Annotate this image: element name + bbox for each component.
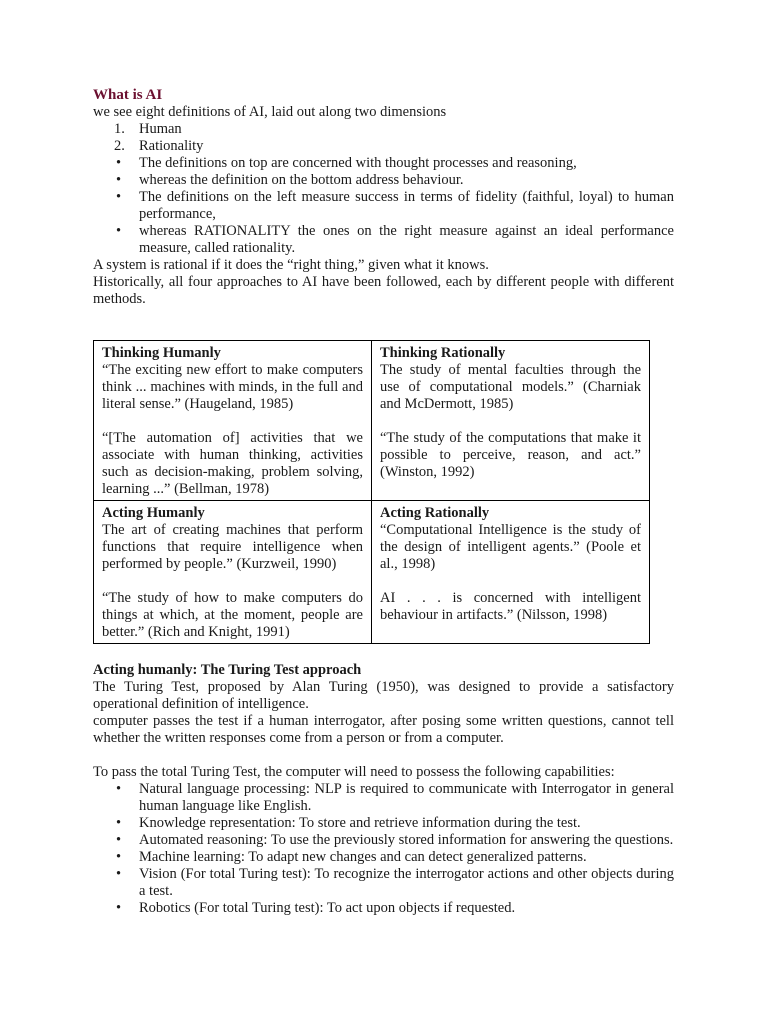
cell-quote: “The study of how to make computers do things at which, at the moment, people are better.” (Rich and Knight, 1991) bbox=[102, 590, 363, 640]
cell-quote: The art of creating machines that perform functions that require intelligence when performed by people.” (Kurzweil, 1990) bbox=[102, 522, 363, 572]
list-item: • The definitions on the left measure success in terms of fidelity (faithful, loyal) to human performance, bbox=[93, 189, 674, 223]
cell-thinking-rationally bbox=[372, 341, 650, 501]
cell-quote: “The exciting new effort to make computers think ... machines with minds, in the full and literal sense.” (Haugeland, 1985) bbox=[102, 362, 363, 412]
list-item: • Vision (For total Turing test): To recognize the interrogator actions and other objects during a test. bbox=[93, 866, 674, 900]
cell-title: Thinking Humanly bbox=[102, 345, 221, 361]
cell-acting-humanly bbox=[94, 501, 372, 644]
cell-title: Acting Humanly bbox=[102, 505, 205, 521]
intro-text: we see eight definitions of AI, laid out along two dimensions bbox=[93, 104, 447, 120]
cell-quote: “Computational Intelligence is the study of the design of intelligent agents.” (Poole et al., 1998) bbox=[380, 522, 641, 572]
list-item: • Automated reasoning: To use the previously stored information for answering the questions. bbox=[93, 832, 674, 849]
list-item: • Machine learning: To adapt new changes and can detect generalized patterns. bbox=[93, 849, 674, 866]
cell-acting-rationally bbox=[372, 501, 650, 644]
ai-definitions-table bbox=[93, 340, 650, 644]
paragraph: A system is rational if it does the “right thing,” given what it knows. bbox=[93, 257, 489, 273]
section-title: Acting humanly: The Turing Test approach bbox=[93, 662, 362, 678]
paragraph: The Turing Test, proposed by Alan Turing (1950), was designed to provide a satisfactory operational definition of intelligence. bbox=[93, 679, 674, 712]
paragraph: Historically, all four approaches to AI have been followed, each by different people with different methods. bbox=[93, 274, 674, 307]
table-row bbox=[94, 341, 650, 501]
list-item: 1. Human bbox=[114, 121, 182, 137]
list-item: • whereas the definition on the bottom address behaviour. bbox=[93, 172, 674, 189]
cell-quote: “[The automation of] activities that we associate with human thinking, activities such as decision-making, problem solving, learning ...” (Bellman, 1978) bbox=[102, 430, 363, 497]
cell-thinking-humanly bbox=[94, 341, 372, 501]
paragraph: computer passes the test if a human interrogator, after posing some written questions, cannot tell whether the written responses come from a person or from a computer. bbox=[93, 713, 674, 746]
section-what-is-ai bbox=[93, 87, 674, 308]
list-item: • Knowledge representation: To store and retrieve information during the test. bbox=[93, 815, 674, 832]
paragraph: To pass the total Turing Test, the computer will need to possess the following capabilities: bbox=[93, 764, 615, 780]
list-item: • The definitions on top are concerned with thought processes and reasoning, bbox=[93, 155, 674, 172]
capabilities-bullet-list bbox=[93, 781, 674, 917]
section-turing-test bbox=[93, 662, 674, 917]
definitions-bullet-list bbox=[93, 155, 674, 257]
list-item: 2. Rationality bbox=[114, 138, 204, 154]
list-item: • Natural language processing: NLP is required to communicate with Interrogator in general human language like English. bbox=[93, 781, 674, 815]
table-row bbox=[94, 501, 650, 644]
cell-quote: AI . . . is concerned with intelligent behaviour in artifacts.” (Nilsson, 1998) bbox=[380, 590, 641, 623]
dimensions-list bbox=[93, 121, 674, 155]
cell-quote: The study of mental faculties through the use of computational models.” (Charniak and McDermott, 1985) bbox=[380, 362, 641, 412]
ai-definitions-table-wrapper bbox=[93, 340, 674, 644]
list-item: • whereas RATIONALITY the ones on the right measure against an ideal performance measure, called rationality. bbox=[93, 223, 674, 257]
cell-title: Thinking Rationally bbox=[380, 345, 506, 361]
cell-quote: “The study of the computations that make it possible to perceive, reason, and act.” (Winston, 1992) bbox=[380, 430, 641, 480]
list-item: • Robotics (For total Turing test): To act upon objects if requested. bbox=[93, 900, 674, 917]
cell-title: Acting Rationally bbox=[380, 505, 490, 521]
section-title: What is AI bbox=[93, 87, 163, 103]
